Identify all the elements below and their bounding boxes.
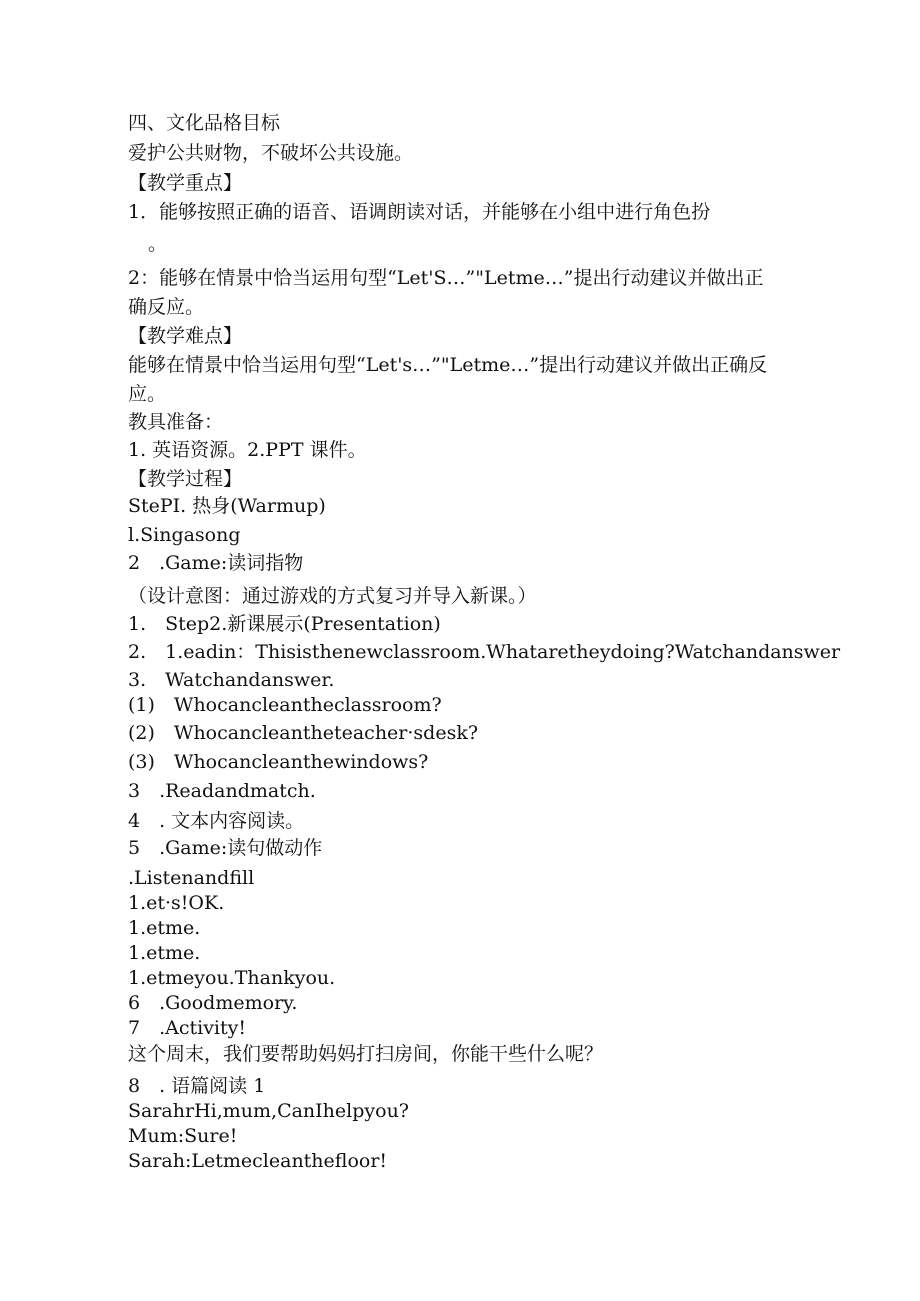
- fill-line-3: 1.etme.: [128, 942, 201, 964]
- fill-line-1: 1.et·s!OK.: [128, 892, 225, 914]
- step1-warmup: StePI. 热身(Warmup): [128, 495, 326, 517]
- dialogue-line-2: Mum:Sure!: [128, 1125, 238, 1147]
- focus-item-2: 2：能够在情景中恰当运用句型“Let'S…”"Letme…”提出行动建议并做出正: [128, 267, 764, 289]
- heading-teaching-difficulty: 【教学难点】: [128, 325, 243, 347]
- presentation-item-watch: 3. Watchandanswer.: [128, 669, 335, 691]
- question-2: (2) Whocancleantheteacher·sdesk?: [128, 722, 479, 744]
- focus-item-1-continued: 。: [148, 233, 168, 255]
- presentation-item-read-match: 3 .Readandmatch.: [128, 780, 316, 802]
- heading-teaching-focus: 【教学重点】: [128, 172, 243, 194]
- presentation-item-text-reading: 4 . 文本内容阅读。: [128, 810, 305, 832]
- fill-line-2: 1.etme.: [128, 917, 201, 939]
- culture-goal-text: 爱护公共财物，不破坏公共设施。: [128, 142, 414, 164]
- presentation-item-passage-reading: 8 . 语篇阅读 1: [128, 1075, 266, 1097]
- presentation-item-activity: 7 .Activity!: [128, 1017, 247, 1039]
- heading-teaching-process: 【教学过程】: [128, 468, 243, 490]
- warmup-item-1: l.Singasong: [128, 524, 241, 546]
- question-1: (1) Whocancleantheclassroom?: [128, 694, 442, 716]
- dialogue-line-1: SarahrHi,mum,CanIhelpyou?: [128, 1100, 409, 1122]
- activity-prompt: 这个周末，我们要帮助妈妈打扫房间，你能干些什么呢？: [128, 1043, 604, 1065]
- heading-teaching-aids: 教具准备：: [128, 411, 224, 433]
- step2-presentation: 1. Step2.新课展示(Presentation): [128, 613, 441, 635]
- question-3: (3) Whocancleanthewindows?: [128, 751, 429, 773]
- design-intent-note: （设计意图：通过游戏的方式复习并导入新课。）: [128, 585, 537, 607]
- presentation-item-good-memory: 6 .Goodmemory.: [128, 992, 298, 1014]
- warmup-item-2: 2 .Game:读词指物: [128, 552, 304, 574]
- difficulty-text: 能够在情景中恰当运用句型“Let's…”"Letme…”提出行动建议并做出正确反: [128, 354, 768, 376]
- teaching-aids-list: 1. 英语资源。2.PPT 课件。: [128, 439, 367, 461]
- focus-item-2-continued: 确反应。: [128, 296, 205, 318]
- focus-item-1: 1．能够按照正确的语音、语调朗读对话，并能够在小组中进行角色扮: [128, 201, 711, 223]
- dialogue-line-3: Sarah:Letmecleanthefloor!: [128, 1150, 388, 1172]
- section-heading-culture-goal: 四、文化品格目标: [128, 112, 281, 134]
- difficulty-text-continued: 应。: [128, 383, 167, 405]
- listen-and-fill: .Listenandfill: [128, 867, 255, 889]
- fill-line-4: 1.etmeyou.Thankyou.: [128, 967, 336, 989]
- presentation-item-leadin: 2. 1.eadin：Thisisthenewclassroom.Whataretheydoing?Watchandanswer: [128, 641, 841, 663]
- presentation-item-game: 5 .Game:读句做动作: [128, 837, 323, 859]
